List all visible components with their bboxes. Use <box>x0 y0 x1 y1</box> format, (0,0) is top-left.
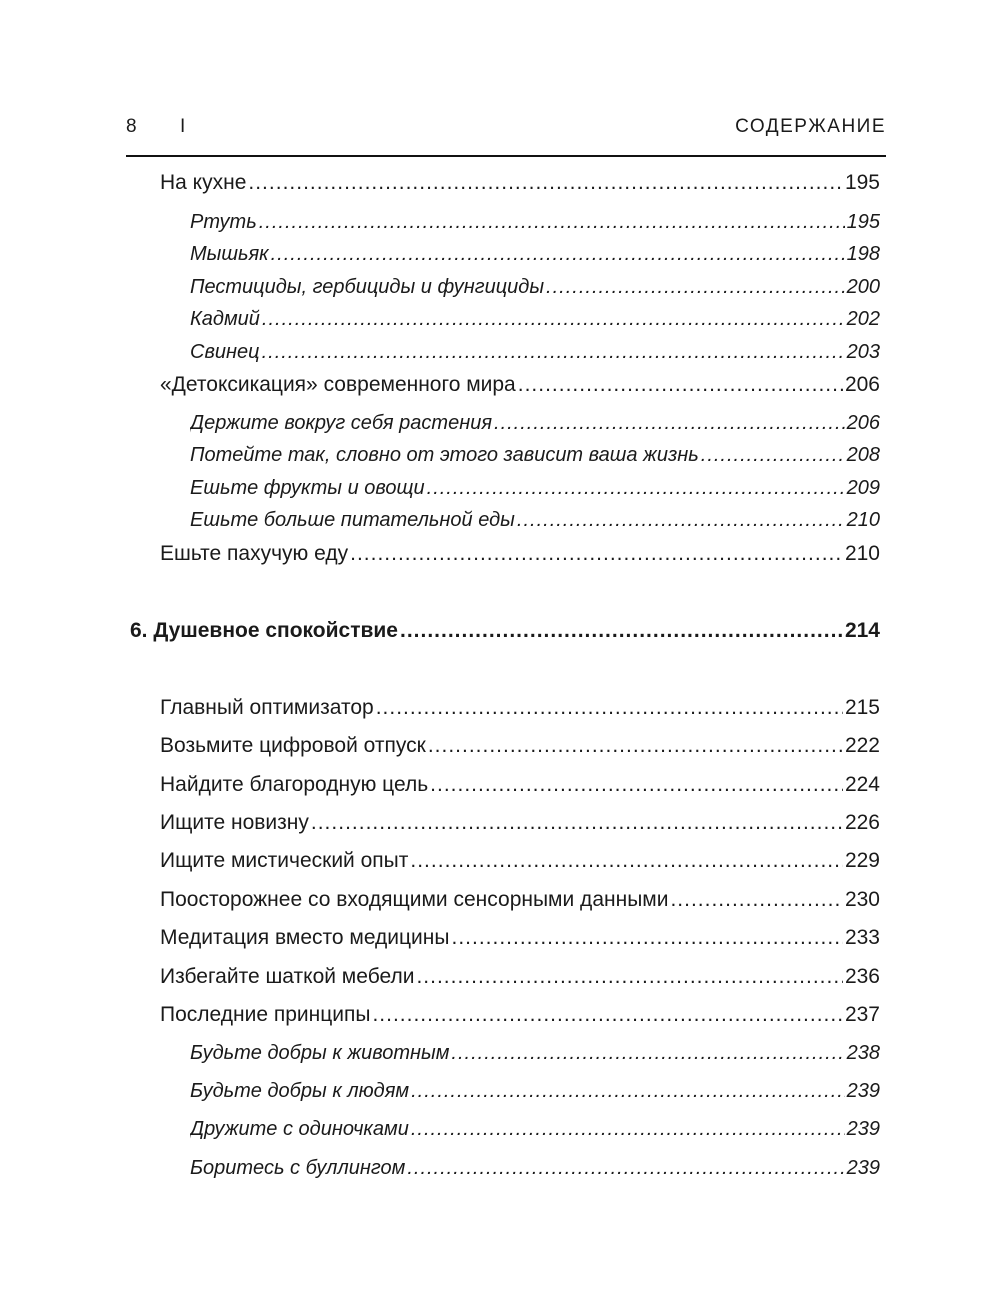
toc-entry-title: Ешьте больше питательной еды <box>190 509 515 531</box>
dot-leader <box>311 811 843 835</box>
toc-entry-title: На кухне <box>160 171 247 194</box>
section-title: СОДЕРЖАНИЕ <box>735 116 886 137</box>
dot-leader <box>701 444 845 467</box>
toc-entry-page: 215 <box>844 696 880 719</box>
toc-entry-page: 230 <box>844 888 880 911</box>
toc-entry-title: Ищите мистический опыт <box>160 849 409 872</box>
toc-entry-title: Найдите благородную цель <box>160 773 429 796</box>
toc-subentry[interactable] <box>190 412 880 444</box>
dot-leader <box>494 412 845 435</box>
dot-leader <box>407 1157 844 1180</box>
toc-entry-title: «Детоксикация» современного мира <box>160 373 516 396</box>
toc-subentry[interactable] <box>190 444 880 476</box>
toc-entry[interactable] <box>160 811 880 843</box>
toc-entry[interactable] <box>160 542 880 574</box>
toc-subentry[interactable] <box>190 243 880 275</box>
toc-entry-title: Ртуть <box>190 211 257 233</box>
toc-entry-page: 226 <box>844 811 880 834</box>
dot-leader <box>670 888 843 912</box>
toc-entry[interactable] <box>160 696 880 728</box>
dot-leader <box>262 341 845 364</box>
toc-entry-page: 224 <box>844 773 880 796</box>
toc-entry[interactable] <box>160 888 880 920</box>
dot-leader <box>451 926 842 950</box>
toc-entry-page: 229 <box>844 849 880 872</box>
toc-entry-title: Главный оптимизатор <box>160 696 374 719</box>
toc-entry-title: Держите вокруг себя растения <box>190 412 493 434</box>
toc-entry-page: 239 <box>846 1118 880 1140</box>
toc-entry-page: 206 <box>846 412 880 434</box>
dot-leader <box>451 1042 844 1065</box>
dot-leader <box>376 696 843 720</box>
toc-entry-title: Избегайте шаткой мебели <box>160 965 415 988</box>
toc-entry-title: Боритесь с буллингом <box>190 1157 406 1179</box>
dot-leader <box>271 243 845 266</box>
dot-leader <box>428 734 843 758</box>
dot-leader <box>259 211 845 234</box>
toc-entry-page: 209 <box>846 477 880 499</box>
dot-leader <box>400 619 843 643</box>
dot-leader <box>350 542 843 566</box>
toc-entry-page: 206 <box>844 373 880 396</box>
toc-entry-title: Ешьте пахучую еду <box>160 542 349 565</box>
toc-entry-title: Возьмите цифровой отпуск <box>160 734 426 757</box>
toc-entry-page: 195 <box>846 211 880 233</box>
chapter-title: 6. Душевное спокойствие <box>130 619 398 642</box>
toc-entry-title: Будьте добры к людям <box>190 1080 410 1102</box>
toc-entry-page: 239 <box>846 1157 880 1179</box>
dot-leader <box>416 965 843 989</box>
toc-entry-title: Медитация вместо медицины <box>160 926 450 949</box>
toc-entry[interactable] <box>160 849 880 881</box>
toc-entry[interactable] <box>160 965 880 997</box>
dot-leader <box>517 509 845 532</box>
toc-entry-page: 222 <box>844 734 880 757</box>
dot-leader <box>546 276 845 299</box>
toc-entry-title: Ешьте фрукты и овощи <box>190 477 425 499</box>
chapter-page: 214 <box>844 619 880 642</box>
toc-entry[interactable] <box>160 373 880 405</box>
toc-entry-page: 237 <box>844 1003 880 1026</box>
toc-subentry[interactable] <box>190 1118 880 1150</box>
dot-leader <box>372 1003 843 1027</box>
toc-entry-page: 233 <box>844 926 880 949</box>
dot-leader <box>427 477 845 500</box>
toc-subentry[interactable] <box>190 1157 880 1189</box>
toc-entry-title: Ищите новизну <box>160 811 309 834</box>
toc-entry-title: Пестициды, гербициды и фунгициды <box>190 276 545 298</box>
page-header <box>126 112 886 152</box>
dot-leader <box>410 849 843 873</box>
toc-entry[interactable] <box>160 171 880 203</box>
dot-leader <box>248 171 843 195</box>
toc-entry-page: 236 <box>844 965 880 988</box>
header-rule <box>126 155 886 157</box>
toc-entry-page: 195 <box>844 171 880 194</box>
toc-subentry[interactable] <box>190 509 880 541</box>
toc-subentry[interactable] <box>190 477 880 509</box>
toc-entry-title: Потейте так, словно от этого зависит ваша жизнь <box>190 444 699 466</box>
toc-entry-title: Свинец <box>190 341 260 363</box>
toc-entry-title: Поосторожнее со входящими сенсорными данными <box>160 888 669 911</box>
toc-entry-page: 208 <box>846 444 880 466</box>
toc-subentry[interactable] <box>190 1042 880 1074</box>
toc-entry-title: Последние принципы <box>160 1003 371 1026</box>
toc-entry-page: 210 <box>846 509 880 531</box>
toc-entry-title: Будьте добры к животным <box>190 1042 450 1064</box>
toc-entry[interactable] <box>160 1003 880 1035</box>
dot-leader <box>411 1118 845 1141</box>
toc-entry-page: 200 <box>846 276 880 298</box>
toc-subentry[interactable] <box>190 341 880 373</box>
page-number: 8 <box>126 116 137 137</box>
toc-entry-page: 210 <box>844 542 880 565</box>
header-separator: I <box>180 116 186 137</box>
toc-entry[interactable] <box>160 773 880 805</box>
toc-chapter[interactable] <box>130 619 880 651</box>
toc-entry-page: 203 <box>846 341 880 363</box>
dot-leader <box>430 773 843 797</box>
toc-entry-title: Мышьяк <box>190 243 269 265</box>
toc-entry[interactable] <box>160 734 880 766</box>
toc-entry[interactable] <box>160 926 880 958</box>
dot-leader <box>411 1080 845 1103</box>
dot-leader <box>518 373 843 397</box>
toc-entry-title: Кадмий <box>190 308 260 330</box>
dot-leader <box>262 308 845 331</box>
toc-subentry[interactable] <box>190 1080 880 1112</box>
toc-entry-page: 198 <box>846 243 880 265</box>
toc-entry-page: 239 <box>846 1080 880 1102</box>
toc-subentry[interactable] <box>190 308 880 340</box>
toc-subentry[interactable] <box>190 211 880 243</box>
toc-entry-page: 202 <box>846 308 880 330</box>
toc-entry-title: Дружите с одиночками <box>190 1118 409 1140</box>
toc-subentry[interactable] <box>190 276 880 308</box>
toc-entry-page: 238 <box>846 1042 880 1064</box>
